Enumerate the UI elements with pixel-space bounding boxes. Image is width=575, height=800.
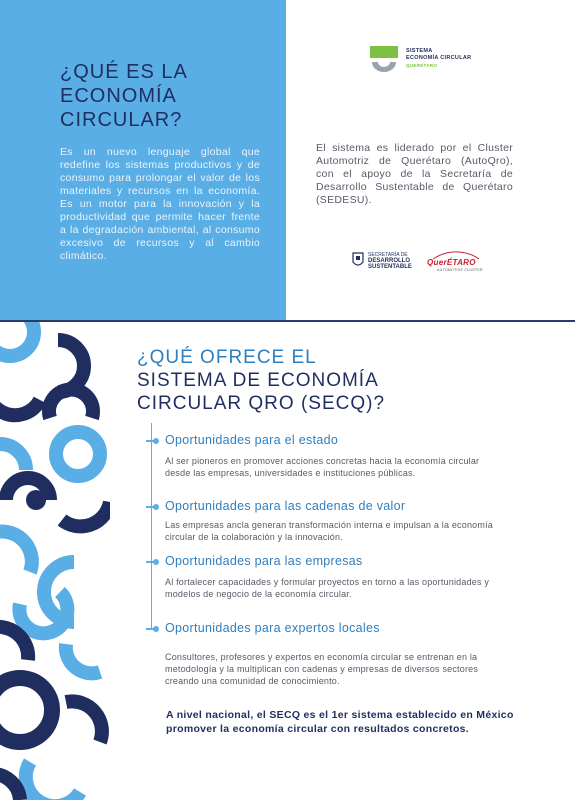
item-text-value-chains: Las empresas ancla generan transformación interna e impulsan a la economía circular de la colaboración y la innovación. — [165, 520, 493, 542]
sedesu-logo-line: DESARROLLO — [368, 258, 410, 264]
pattern-arc — [0, 532, 32, 572]
pattern-arc — [0, 322, 34, 356]
pattern-dot — [26, 490, 46, 510]
timeline-bullet — [146, 440, 157, 442]
item-text-companies: Al fortalecer capacidades y formular proyectos en torno a las oportunidades y modelos de negocio de la economía circular. — [165, 577, 490, 599]
pattern-arc — [0, 627, 28, 660]
queretaro-logo-subtitle: AUTOMOTIVE CLUSTER — [437, 268, 483, 272]
queretaro-logo-name: QuerÉTARO — [427, 258, 476, 267]
leadership-text: El sistema es liderado por el Cluster Automotriz de Querétaro (AutoQro), con el apoyo de la Secretaría de Desarrollo Sustentable de Querétaro (SEDESU). — [316, 142, 513, 206]
secq-logo — [368, 44, 478, 76]
pattern-arc — [0, 374, 40, 415]
item-text-local-experts: Consultores, profesores y expertos en economía circular se entrenan en la metodología y la multiplican con cadenas y empresas de diversos sectores creando una comunidad de conocimiento. — [165, 652, 479, 686]
pattern-arc — [56, 432, 100, 476]
item-heading-local-experts: Oportunidades para expertos locales — [165, 621, 380, 635]
section2-title-line: SISTEMA DE ECONOMÍA — [137, 370, 379, 391]
timeline-bullet — [146, 628, 157, 630]
secq-logo-text — [406, 48, 471, 69]
section2-title — [137, 346, 385, 415]
section1-title — [60, 60, 188, 132]
section2-title-line: CIRCULAR QRO (SECQ)? — [137, 393, 386, 414]
pattern-arc — [66, 701, 102, 742]
circular-pattern-decoration — [0, 322, 110, 800]
pattern-arc — [0, 444, 26, 470]
sedesu-logo — [350, 250, 410, 272]
pattern-arc — [0, 678, 52, 742]
pattern-arc — [66, 644, 100, 673]
secq-logo-line: QUERÉTARO — [406, 63, 438, 68]
queretaro-cluster-logo — [425, 250, 485, 272]
item-heading-value-chains: Oportunidades para las cadenas de valor — [165, 499, 406, 513]
timeline-bullet — [146, 506, 157, 508]
secq-logo-line: ECONOMÍA CIRCULAR — [406, 55, 472, 61]
sedesu-logo-line: SUSTENTABLE — [368, 264, 412, 270]
pattern-arc — [0, 774, 20, 800]
closing-statement: A nivel nacional, el SECQ es el 1er sistema establecido en México promover la economía circular con resultados concretos. — [166, 709, 514, 735]
item-text-state: Al ser pioneros en promover acciones concretas hacia la economía circular desde las empresas, universidades e instituciones públicas. — [165, 456, 480, 478]
item-heading-companies: Oportunidades para las empresas — [165, 554, 363, 568]
secq-logo-mark-icon — [368, 44, 400, 76]
secq-logo-line: SISTEMA — [406, 48, 433, 54]
section1-intro-text: Es un nuevo lenguaje global que redefine los sistemas productivos y de consumo para prolongar el valor de los materiales y recursos en la economía. Es un motor para la innovación y la productividad que permite hacer frente a la degradación ambiental, al consumo excesivo de recursos y al cambio climático. — [60, 146, 260, 262]
pattern-arc — [49, 389, 93, 418]
state-crest-icon — [350, 250, 366, 270]
section1-title-line: CIRCULAR? — [60, 109, 183, 131]
section1-title-line: ECONOMÍA — [60, 85, 177, 107]
section1-title-line: ¿QUÉ ES LA — [60, 61, 188, 83]
section2-title-line: ¿QUÉ OFRECE EL — [137, 347, 317, 368]
pattern-arc — [62, 502, 110, 526]
item-heading-state: Oportunidades para el estado — [165, 433, 339, 447]
sedesu-logo-line: SECRETARÍA DE — [368, 252, 408, 258]
pattern-arc — [26, 762, 80, 800]
timeline-bullet — [146, 561, 157, 563]
timeline-line — [151, 423, 152, 629]
sedesu-logo-text — [368, 252, 412, 270]
